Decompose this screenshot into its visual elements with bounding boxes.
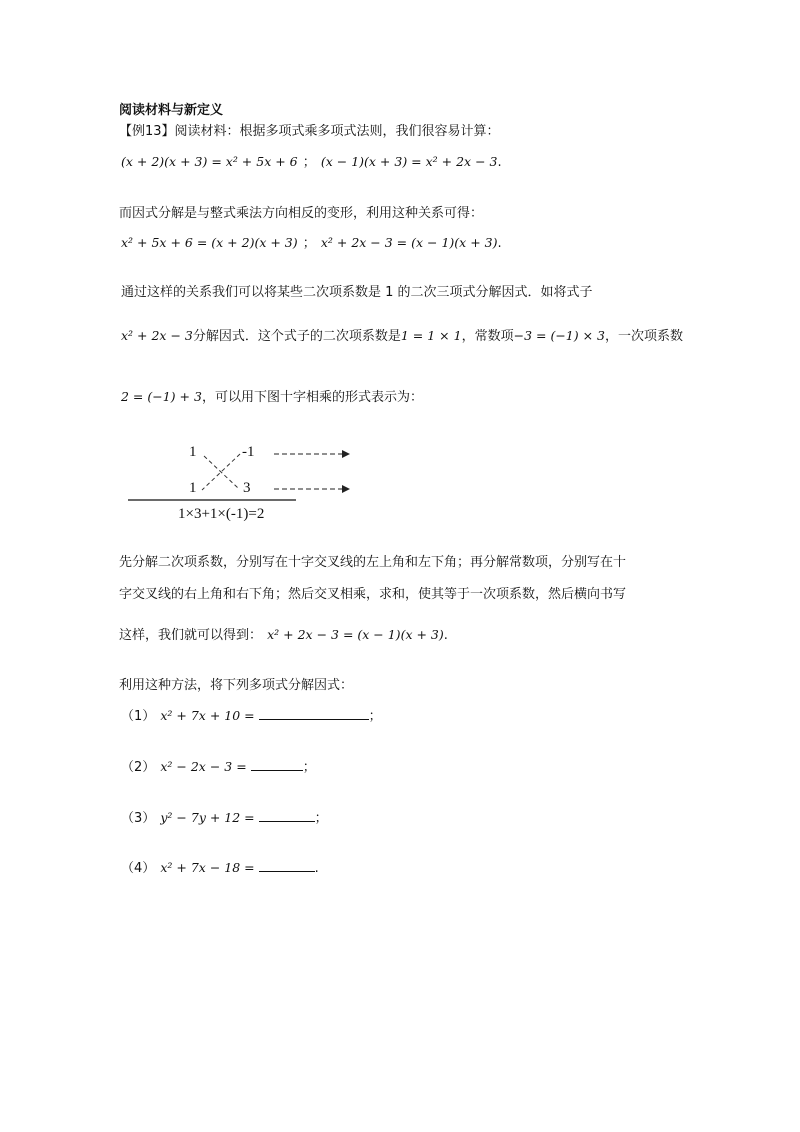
factor-equations (121, 232, 502, 251)
period: . (497, 236, 502, 251)
multiplication-equations (121, 151, 502, 170)
equation-factor-2: x² + 2x − 3 = (x − 1)(x + 3) (320, 235, 498, 250)
exercise-expression: x² − 2x − 3 = (160, 759, 247, 774)
example-label: 【例13】 (119, 124, 175, 139)
exercise-expression: y² − 7y + 12 = (160, 810, 255, 825)
exercise-number: （3） (121, 811, 156, 826)
explain-line-1: 通过这样的关系我们可以将某些二次项系数是 1 的二次三项式分解因式．如将式子 (121, 285, 593, 300)
separator: ； (302, 236, 316, 251)
equation-constant: −3 = (−1) × 3 (513, 328, 605, 343)
equation-linear-coef: 2 = (−1) + 3 (121, 389, 202, 404)
equation-result: x² + 2x − 3 = (x − 1)(x + 3) (267, 627, 444, 642)
separator: ； (302, 155, 316, 170)
exercise-item-1 (121, 705, 382, 724)
exercise-item-2 (121, 756, 316, 775)
explain-text-c: ，一次项系数 (605, 329, 684, 344)
exercise-number: （2） (121, 760, 156, 775)
method-line-1: 先分解二次项系数，分别写在十字交叉线的左上角和左下角；再分解常数项，分别写在十 (119, 555, 627, 570)
exercise-end: ； (314, 811, 328, 826)
arrow-head-bottom (342, 485, 350, 493)
exercise-expression: x² + 7x − 18 = (160, 860, 255, 875)
example-intro-text: 阅读材料：根据多项式乘多项式法则，我们很容易计算： (174, 124, 500, 139)
method-line-2: 字交叉线的右上角和右下角；然后交叉相乘，求和，使其等于一次项系数，然后横向书写 (119, 587, 627, 602)
explain-line-3 (121, 386, 423, 405)
explain-line-2 (121, 325, 683, 344)
equation-mult-1: (x + 2)(x + 3) = x² + 5x + 6 (121, 154, 298, 169)
period: . (497, 155, 502, 170)
equation-quadratic-coef: 1 = 1 × 1 (400, 328, 462, 343)
exercise-expression: x² + 7x + 10 = (160, 708, 255, 723)
factor-intro-paragraph: 而因式分解是与整式乘法方向相反的变形，利用这种关系可得： (119, 206, 484, 221)
equation-mult-2: (x − 1)(x + 3) = x² + 2x − 3 (320, 154, 498, 169)
answer-blank[interactable] (259, 808, 315, 822)
bottom-right-number: 3 (243, 480, 251, 496)
explain-text-d: ，可以用下图十字相乘的形式表示为： (201, 390, 423, 405)
answer-blank[interactable] (259, 858, 315, 872)
period: . (443, 628, 448, 643)
example-intro (119, 120, 500, 139)
method-text: 这样，我们就可以得到： (119, 628, 263, 643)
exercise-intro: 利用这种方法，将下列多项式分解因式： (119, 678, 354, 693)
exercise-end: . (314, 861, 319, 876)
answer-blank[interactable] (259, 706, 369, 720)
expression: x² + 2x − 3 (121, 328, 193, 343)
method-line-3 (119, 624, 448, 643)
exercise-item-3 (121, 807, 328, 826)
top-right-number: -1 (242, 444, 255, 460)
exercise-end: ； (368, 709, 382, 724)
answer-blank[interactable] (251, 757, 303, 771)
exercise-item-4 (121, 857, 319, 876)
equation-factor-1: x² + 5x + 6 = (x + 2)(x + 3) (121, 235, 298, 250)
exercise-end: ； (302, 760, 316, 775)
exercise-number: （1） (121, 709, 156, 724)
explain-text-a: 分解因式．这个式子的二次项系数是 (192, 329, 401, 344)
bottom-left-number: 1 (189, 480, 197, 496)
arrow-head-top (342, 450, 350, 458)
section-heading: 阅读材料与新定义 (119, 103, 224, 118)
exercise-number: （4） (121, 861, 156, 876)
cross-result: 1×3+1×(-1)=2 (178, 506, 265, 522)
cross-multiplication-diagram (128, 438, 368, 530)
explain-text-b: ，常数项 (461, 329, 514, 344)
top-left-number: 1 (189, 444, 197, 460)
